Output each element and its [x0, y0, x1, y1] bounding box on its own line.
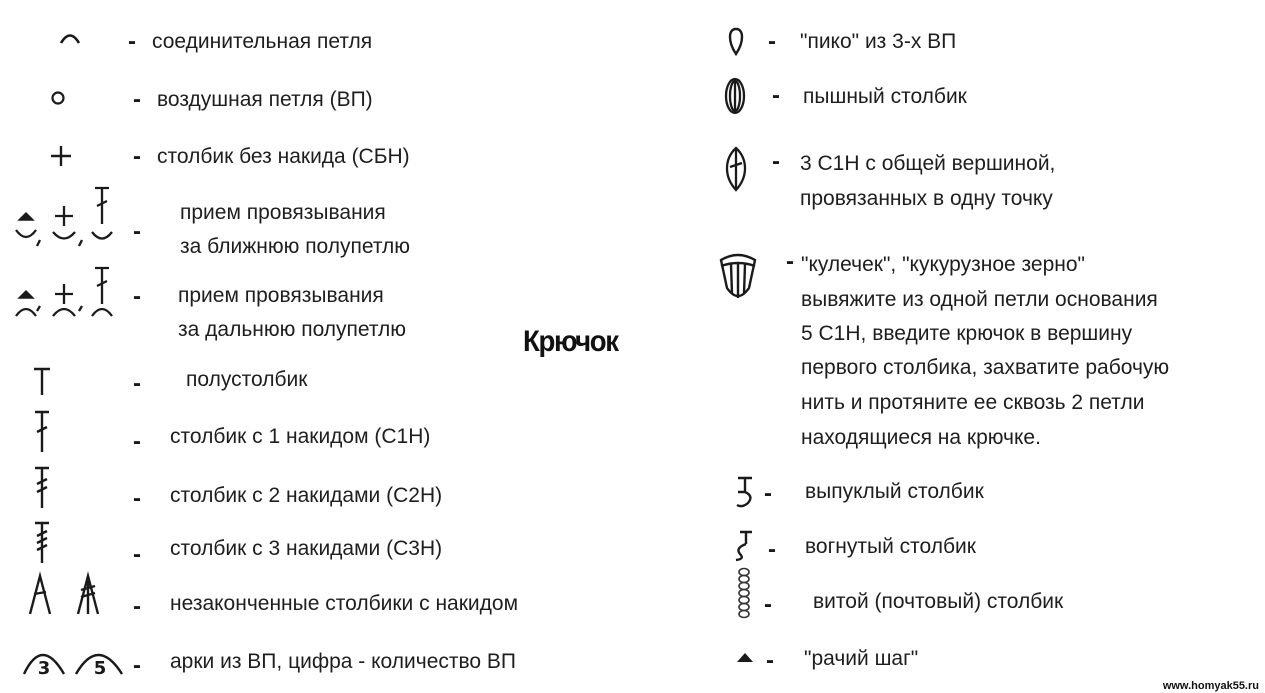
front-post-icon [732, 472, 758, 512]
dash: - [133, 593, 141, 620]
legend-label: прием провязывания [180, 201, 386, 224]
legend-label: провязанных в одну точку [800, 187, 1053, 210]
legend-label: нить и протяните ее сквозь 2 петли [801, 391, 1145, 414]
dash: - [133, 218, 141, 245]
dash: - [764, 591, 772, 618]
legend-label: вывяжите из одной петли основания [801, 288, 1158, 311]
dash: - [133, 283, 141, 310]
cluster-icon [722, 145, 750, 193]
dash: - [772, 148, 780, 175]
dash: - [133, 86, 141, 113]
bullion-stitch-icon [734, 566, 754, 624]
legend-label: столбик с 3 накидами (С3Н) [170, 537, 443, 560]
legend-label: воздушная петля (ВП) [157, 88, 373, 111]
legend-label: 3 С1Н с общей вершиной, [800, 152, 1056, 175]
back-post-icon [730, 526, 756, 566]
legend-label: прием провязывания [178, 284, 384, 307]
dash: - [133, 143, 141, 170]
dash: - [133, 370, 141, 397]
half-double-crochet-icon [32, 367, 52, 397]
dash: - [772, 82, 780, 109]
double-treble-crochet-icon [32, 521, 52, 565]
legend-label: вогнутый столбик [805, 535, 976, 558]
dash: - [133, 428, 141, 455]
legend-label: арки из ВП, цифра - количество ВП [170, 650, 517, 673]
legend-label: первого столбика, захватите рабочую [801, 356, 1170, 379]
legend-label: соединительная петля [152, 30, 373, 53]
dash: - [133, 541, 141, 568]
slip-stitch-icon [58, 30, 82, 46]
dash: - [766, 647, 774, 674]
puff-stitch-icon [722, 76, 748, 116]
chain-stitch-icon [50, 90, 66, 106]
dash: - [768, 28, 776, 55]
single-crochet-icon [50, 145, 72, 167]
legend-label: столбик с 1 накидом (С1Н) [170, 425, 431, 448]
page-title: Крючок [523, 325, 618, 358]
arch-number: 3 [37, 658, 51, 679]
legend-label: за ближнюю полупетлю [180, 235, 411, 258]
unfinished-stitches-icon [26, 572, 106, 618]
double-crochet-icon [32, 410, 52, 454]
treble-crochet-icon [32, 466, 52, 510]
legend-label: за дальнюю полупетлю [178, 318, 407, 341]
legend-label: выпуклый столбик [805, 480, 984, 503]
legend-label: пышный столбик [803, 85, 967, 108]
arch-number: 5 [93, 658, 107, 679]
legend-label: "кулечек", "кукурузное зерно" [801, 253, 1085, 276]
front-loop-icon [12, 184, 130, 248]
legend-label: "пико" из 3-х ВП [800, 30, 957, 53]
dash: - [133, 485, 141, 512]
chain-arch-icon [20, 640, 130, 680]
legend-label: столбик без накида (СБН) [157, 145, 410, 168]
dash: - [133, 652, 141, 679]
dash: - [786, 248, 794, 275]
watermark: www.homyak55.ru [1162, 680, 1259, 692]
dash: - [764, 480, 772, 507]
picot-icon [726, 26, 746, 58]
crab-stitch-icon [735, 650, 755, 664]
back-loop-icon [12, 266, 130, 326]
legend-label: витой (почтовый) столбик [813, 590, 1064, 613]
legend-label: находящиеся на крючке. [801, 426, 1041, 449]
legend-label: столбик с 2 накидами (С2Н) [170, 484, 443, 507]
legend-label: 5 С1Н, введите крючок в вершину [801, 322, 1133, 345]
popcorn-icon [718, 252, 758, 304]
legend-label: "рачий шаг" [804, 647, 919, 670]
legend-label: незаконченные столбики с накидом [170, 592, 519, 615]
dash: - [768, 536, 776, 563]
legend-label: полустолбик [186, 368, 308, 391]
dash: - [128, 28, 136, 55]
